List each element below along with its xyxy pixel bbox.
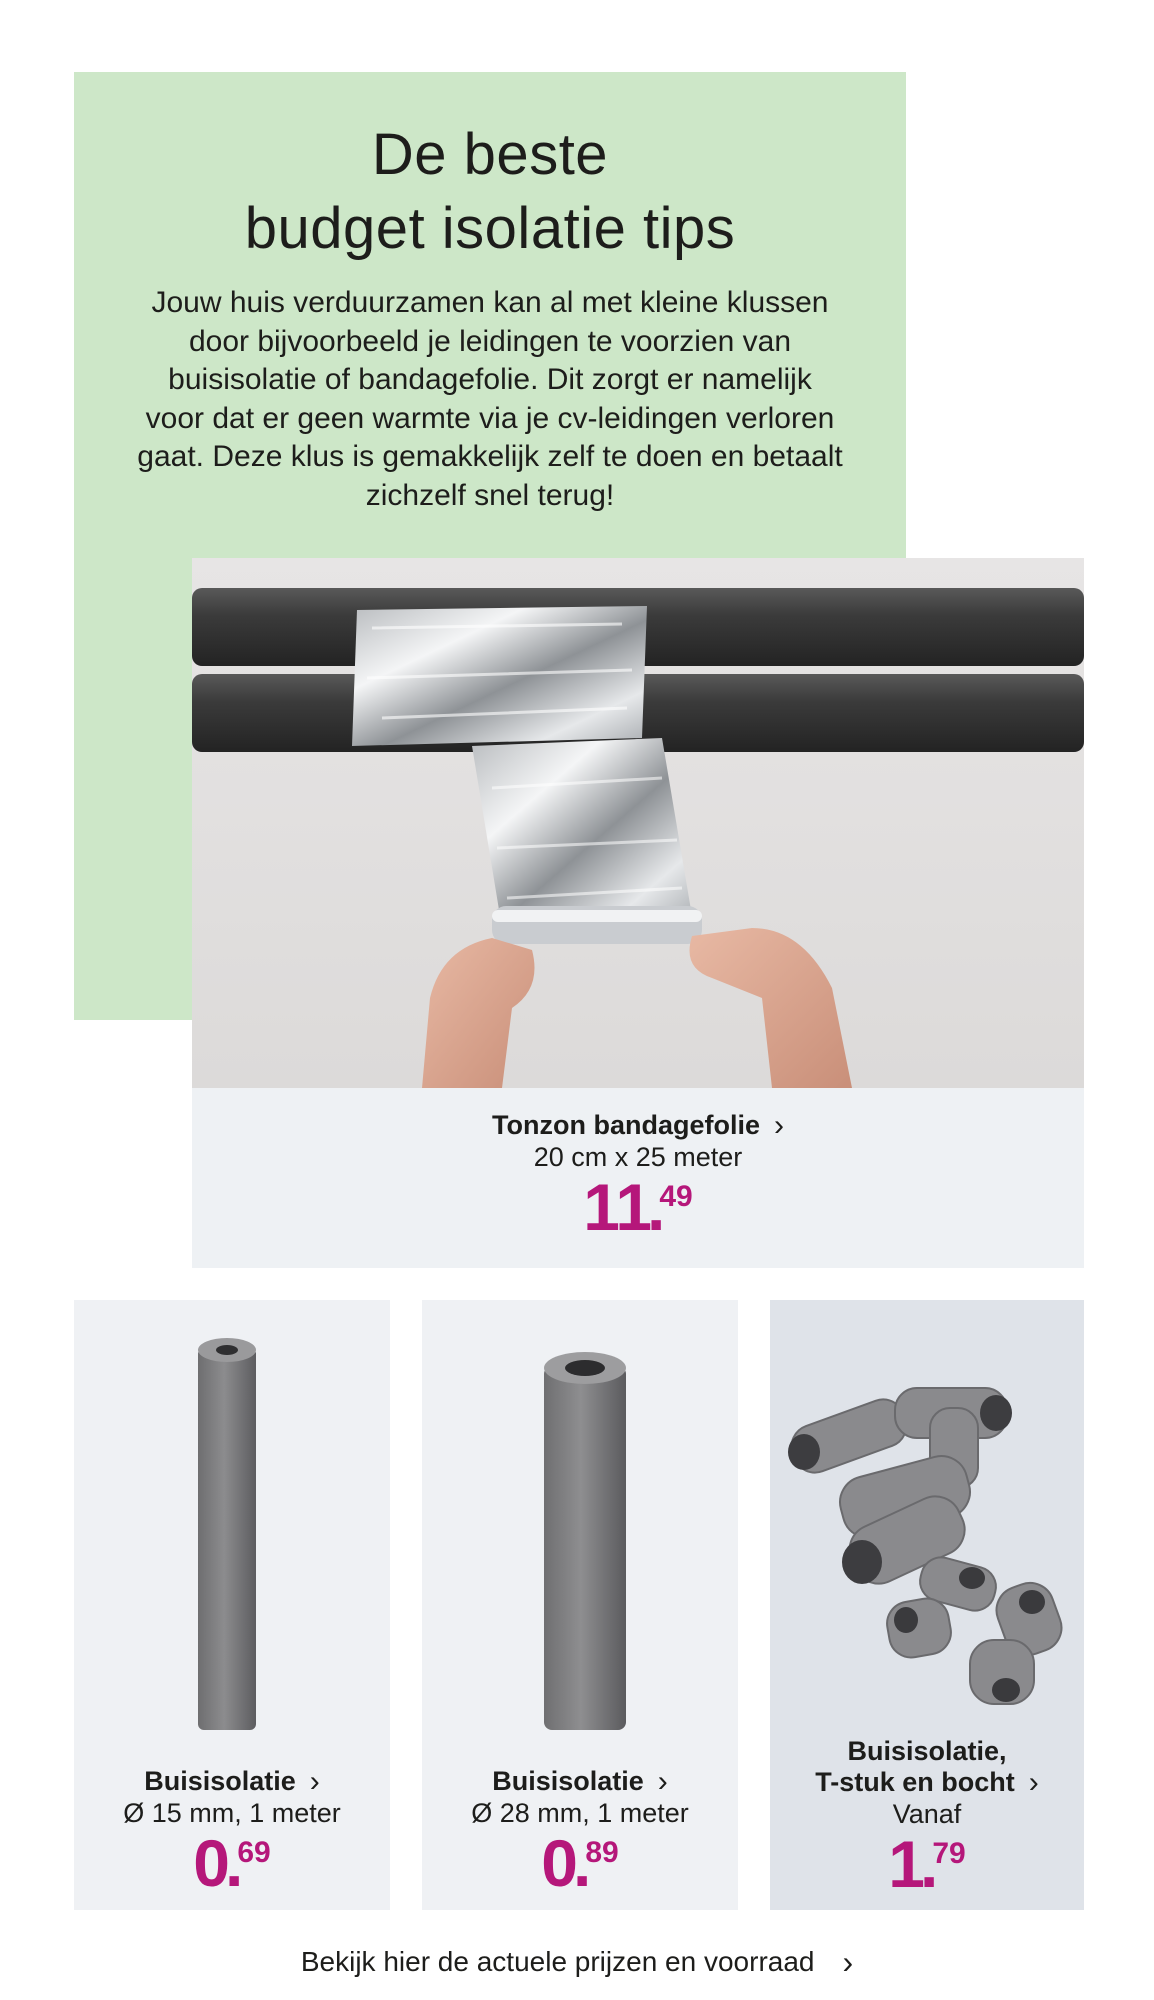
product-name: Buisisolatie — [492, 1766, 644, 1796]
product-price — [888, 1827, 966, 1901]
product-name-line-2: T-stuk en bocht — [815, 1767, 1015, 1797]
pipes-foil-photo — [192, 558, 1084, 1088]
price-integer: 1 — [888, 1827, 924, 1901]
chevron-right-icon: › — [657, 1764, 668, 1798]
product-name-link[interactable] — [492, 1766, 668, 1797]
featured-product-name-link[interactable] — [492, 1110, 784, 1141]
price-integer: 0 — [193, 1826, 229, 1900]
product-image — [770, 1300, 1084, 1740]
product-name: Buisisolatie — [144, 1766, 296, 1796]
price-separator: . — [647, 1170, 666, 1244]
foam-pipe-thick-image — [422, 1300, 738, 1740]
product-info — [74, 1764, 390, 1900]
bandagefolie-product-image[interactable] — [192, 558, 1084, 1088]
product-name-line-1: Buisisolatie, — [847, 1736, 1007, 1766]
product-price — [541, 1826, 619, 1900]
hero-intro-line: gaat. Deze klus is gemakkelijk zelf te doen en betaalt — [137, 440, 843, 473]
product-card-buisisolatie-15mm[interactable] — [74, 1300, 390, 1910]
actuele-prijzen-link[interactable] — [0, 1940, 1154, 1984]
product-info — [422, 1764, 738, 1900]
foam-pipe-thin-image — [74, 1300, 390, 1740]
chevron-right-icon: › — [1028, 1765, 1039, 1799]
price-separator: . — [920, 1827, 939, 1901]
product-info — [770, 1736, 1084, 1901]
product-price — [193, 1826, 271, 1900]
featured-product-price — [583, 1170, 693, 1244]
hero-intro-line: door bijvoorbeeld je leidingen te voorzien van — [188, 324, 792, 358]
price-separator: . — [573, 1826, 592, 1900]
product-spec: Vanaf — [892, 1799, 962, 1829]
price-decimals: 79 — [932, 1837, 966, 1870]
footer-link-label: Bekijk hier de actuele prijzen en voorraad — [300, 1946, 815, 1977]
hero-intro-line: voor dat er geen warmte via je cv-leidingen verloren — [145, 401, 835, 435]
featured-product-info[interactable] — [192, 1088, 1084, 1268]
hero-intro-line: zichzelf snel terug! — [365, 478, 615, 512]
hero-title — [74, 118, 906, 266]
price-decimals: 69 — [237, 1836, 271, 1869]
product-spec: Ø 15 mm, 1 meter — [123, 1798, 341, 1828]
price-decimals: 89 — [585, 1836, 619, 1869]
hero-intro-line: buisisolatie of bandagefolie. Dit zorgt er namelijk — [168, 363, 812, 396]
hero-intro-line: Jouw huis verduurzamen kan al met kleine klussen — [151, 286, 829, 319]
chevron-right-icon: › — [842, 1944, 854, 1980]
product-image — [74, 1300, 390, 1740]
price-decimals: 49 — [659, 1180, 693, 1213]
chevron-right-icon: › — [773, 1108, 784, 1142]
hero-title-line-1: De beste — [371, 122, 609, 187]
product-name-link[interactable] — [815, 1767, 1039, 1798]
price-separator: . — [225, 1826, 244, 1900]
product-card-buisisolatie-28mm[interactable] — [422, 1300, 738, 1910]
price-integer: 11 — [583, 1170, 652, 1244]
product-spec: Ø 28 mm, 1 meter — [471, 1798, 689, 1828]
product-card-tstuk-bocht[interactable] — [770, 1300, 1084, 1910]
featured-product-spec: 20 cm x 25 meter — [533, 1142, 743, 1172]
featured-product-name: Tonzon bandagefolie — [492, 1110, 760, 1140]
chevron-right-icon: › — [309, 1764, 320, 1798]
hero-intro — [120, 284, 860, 515]
foam-fittings-image — [770, 1300, 1084, 1740]
price-integer: 0 — [541, 1826, 577, 1900]
product-image — [422, 1300, 738, 1740]
product-name-link[interactable] — [144, 1766, 320, 1797]
hero-title-line-2: budget isolatie tips — [244, 196, 736, 261]
